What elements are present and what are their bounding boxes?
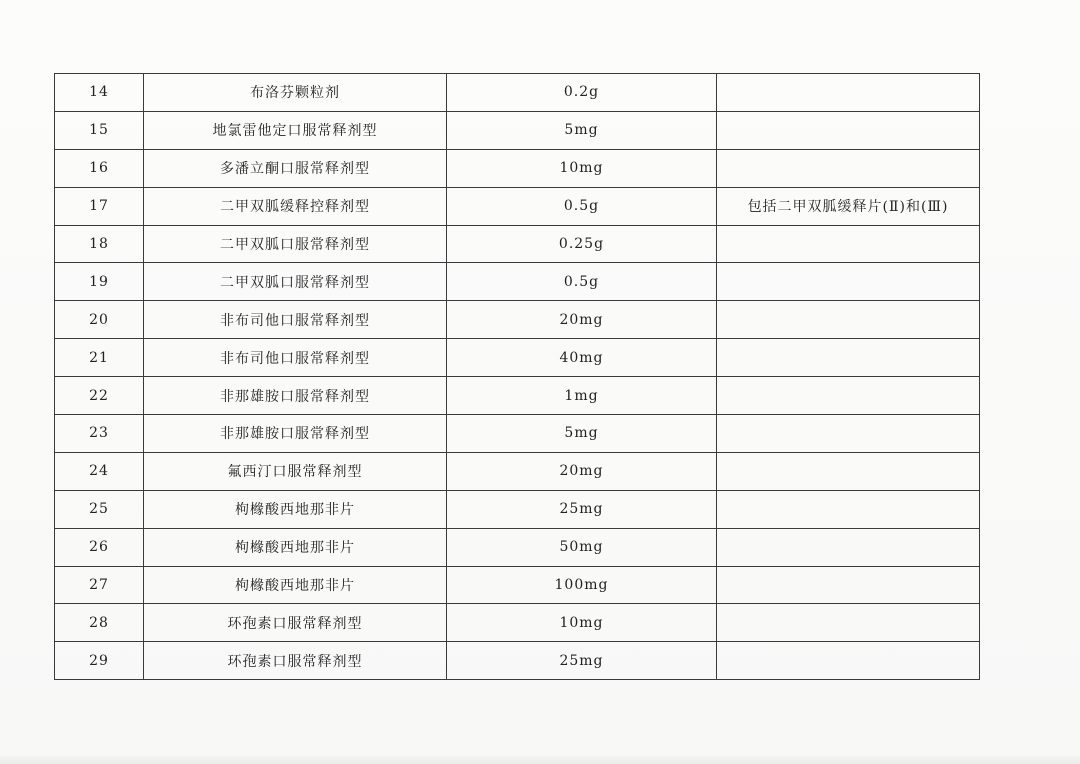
- table-row: [55, 187, 980, 225]
- table-row: [55, 339, 980, 377]
- specification-cell: 25mg: [447, 642, 717, 680]
- row-number-cell: 15: [55, 111, 144, 149]
- specification-cell: 0.2g: [447, 74, 717, 112]
- row-number-cell: 27: [55, 566, 144, 604]
- row-number-cell: 24: [55, 452, 144, 490]
- specification-cell: 40mg: [447, 339, 717, 377]
- row-number-cell: 14: [55, 74, 144, 112]
- remark-cell: [717, 263, 980, 301]
- specification-cell: 0.25g: [447, 225, 717, 263]
- drug-name-cell: 环孢素口服常释剂型: [144, 604, 447, 642]
- remark-cell: [717, 604, 980, 642]
- table-row: [55, 149, 980, 187]
- specification-cell: 5mg: [447, 111, 717, 149]
- row-number-cell: 16: [55, 149, 144, 187]
- remark-cell: [717, 339, 980, 377]
- row-number-cell: 23: [55, 415, 144, 453]
- table-row: [55, 415, 980, 453]
- table-row: [55, 111, 980, 149]
- table-row: [55, 642, 980, 680]
- remark-cell: [717, 528, 980, 566]
- drug-name-cell: 地氯雷他定口服常释剂型: [144, 111, 447, 149]
- row-number-cell: 26: [55, 528, 144, 566]
- drug-name-cell: 多潘立酮口服常释剂型: [144, 149, 447, 187]
- remark-cell: [717, 566, 980, 604]
- drug-name-cell: 非布司他口服常释剂型: [144, 301, 447, 339]
- table-row: [55, 452, 980, 490]
- specification-cell: 10mg: [447, 149, 717, 187]
- table-row: [55, 74, 980, 112]
- specification-cell: 0.5g: [447, 187, 717, 225]
- drug-name-cell: 枸橼酸西地那非片: [144, 490, 447, 528]
- page-bottom-edge: [0, 756, 1080, 764]
- table-row: [55, 566, 980, 604]
- drug-name-cell: 枸橼酸西地那非片: [144, 566, 447, 604]
- drug-name-cell: 枸橼酸西地那非片: [144, 528, 447, 566]
- table-row: [55, 604, 980, 642]
- row-number-cell: 25: [55, 490, 144, 528]
- drug-name-cell: 二甲双胍缓释控释剂型: [144, 187, 447, 225]
- table-row: [55, 528, 980, 566]
- remark-cell: [717, 301, 980, 339]
- drug-name-cell: 氟西汀口服常释剂型: [144, 452, 447, 490]
- row-number-cell: 20: [55, 301, 144, 339]
- specification-cell: 25mg: [447, 490, 717, 528]
- table-body: [55, 74, 980, 680]
- remark-cell: [717, 490, 980, 528]
- remark-cell: [717, 225, 980, 263]
- row-number-cell: 29: [55, 642, 144, 680]
- specification-cell: 20mg: [447, 452, 717, 490]
- drug-list-table: [54, 73, 980, 680]
- row-number-cell: 19: [55, 263, 144, 301]
- drug-name-cell: 二甲双胍口服常释剂型: [144, 225, 447, 263]
- remark-cell: [717, 111, 980, 149]
- remark-cell: [717, 149, 980, 187]
- table-row: [55, 225, 980, 263]
- specification-cell: 50mg: [447, 528, 717, 566]
- row-number-cell: 28: [55, 604, 144, 642]
- drug-name-cell: 环孢素口服常释剂型: [144, 642, 447, 680]
- remark-cell: [717, 642, 980, 680]
- row-number-cell: 17: [55, 187, 144, 225]
- row-number-cell: 22: [55, 377, 144, 415]
- table-row: [55, 263, 980, 301]
- remark-cell: [717, 74, 980, 112]
- drug-name-cell: 非那雄胺口服常释剂型: [144, 415, 447, 453]
- specification-cell: 100mg: [447, 566, 717, 604]
- drug-name-cell: 非布司他口服常释剂型: [144, 339, 447, 377]
- specification-cell: 10mg: [447, 604, 717, 642]
- table-row: [55, 490, 980, 528]
- remark-cell: 包括二甲双胍缓释片(Ⅱ)和(Ⅲ): [717, 187, 980, 225]
- remark-cell: [717, 415, 980, 453]
- remark-cell: [717, 452, 980, 490]
- remark-cell: [717, 377, 980, 415]
- drug-name-cell: 布洛芬颗粒剂: [144, 74, 447, 112]
- specification-cell: 5mg: [447, 415, 717, 453]
- drug-name-cell: 二甲双胍口服常释剂型: [144, 263, 447, 301]
- specification-cell: 20mg: [447, 301, 717, 339]
- row-number-cell: 21: [55, 339, 144, 377]
- specification-cell: 0.5g: [447, 263, 717, 301]
- specification-cell: 1mg: [447, 377, 717, 415]
- table-row: [55, 377, 980, 415]
- row-number-cell: 18: [55, 225, 144, 263]
- drug-name-cell: 非那雄胺口服常释剂型: [144, 377, 447, 415]
- table-row: [55, 301, 980, 339]
